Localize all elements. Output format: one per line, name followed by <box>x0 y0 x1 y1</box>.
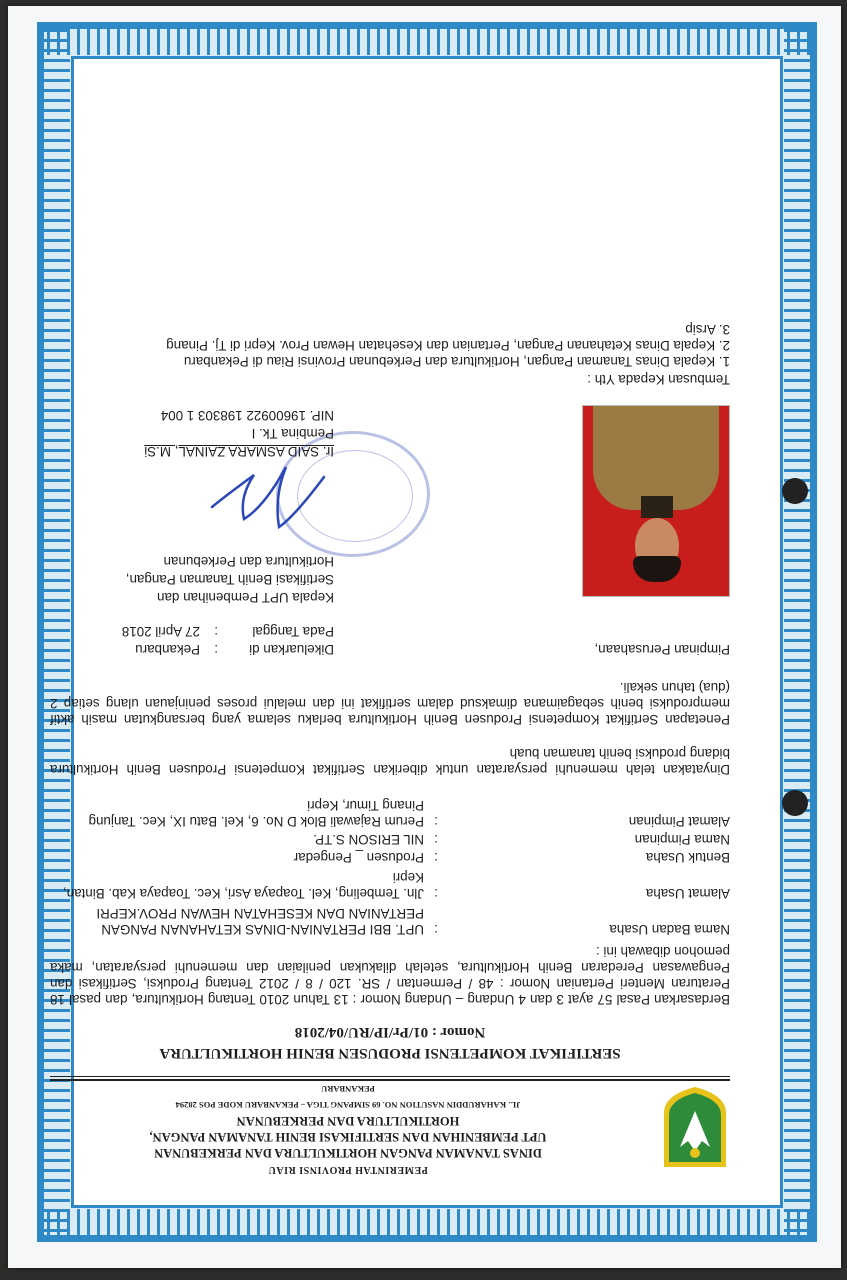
field-label: Alamat Usaha <box>645 886 730 901</box>
certificate-body <box>50 56 783 1208</box>
issue-date-value: 27 April 2018 <box>121 624 200 639</box>
issue-date-label: Pada Tanggal <box>252 624 334 639</box>
photo-body <box>593 405 719 510</box>
field-value: NIL ERISON S.TP. <box>313 832 424 847</box>
letterhead-divider-thin <box>50 1076 730 1077</box>
letterhead-line4: HORTIKULTURA DAN PERKEBUNAN <box>236 1114 460 1128</box>
field-colon: : <box>434 886 438 901</box>
signer-nip: NIP. 19600922 198303 1 004 <box>160 408 334 423</box>
company-lead-label: Pimpinan Perusahaan, <box>594 642 730 657</box>
cc-item: 2. Kepala Dinas Ketahanan Pangan, Pertanian dan Kesehatan Hewan Prov. Kepri di Tj. Pinang <box>166 338 730 353</box>
field-value: UPT. BBI PERTANIAN-DINAS KETAHANAN PANGAN PERTANIAN DAN KESEHATAN HEWAN PROV.KEPRI <box>96 906 424 937</box>
rotated-content <box>8 6 841 1268</box>
signature-icon <box>204 457 334 537</box>
certificate-number: Nomor : 01/Pr/IP/RU/04/2018 <box>294 1024 486 1040</box>
letterhead <box>48 1081 648 1177</box>
riau-emblem-icon <box>660 1085 730 1171</box>
letterhead-address: JL. KAHARUDDIN NASUTION NO. 69 SIMPANG TIGA – PEKANBARU KODE POS 28294 <box>175 1100 521 1110</box>
field-colon: : <box>434 814 438 829</box>
intro-paragraph: Berdasarkan Pasal 57 ayat 3 dan 4 Undang – Undang Nomor : 13 Tahun 2010 Tentang Hortikultura, dan pasal 18 Peraturan Menteri Pertanian Nomor : 48 / Permentan / SR. 120 / 8 / 2012 Tentang Produksi, Sertifikasi dan Pengawasan Peredaran Benih Hortikultura, setelah dilakukan penilaian dan memenuhi persyaratan, maka pemohon dibawah ini : <box>50 944 730 1007</box>
cc-item: 3. Arsip <box>685 322 730 337</box>
signer-rank: Pembina Tk. I <box>251 426 334 441</box>
issue-colon: : <box>214 624 218 639</box>
portrait-photo <box>582 405 730 597</box>
issue-place-label: Dikeluarkan di <box>249 642 334 657</box>
field-label: Nama Pimpinan <box>634 832 730 847</box>
punch-hole <box>782 790 808 816</box>
issue-place-value: Pekanbaru <box>135 642 200 657</box>
photo-hair <box>633 556 681 582</box>
signer-title2: Sertifikasi Benih Tanaman Pangan, <box>125 572 334 587</box>
field-value: Perum Rajawali Blok D No. 6, Kel. Batu IX, Kec. Tanjung Pinang Timur, Kepri <box>88 798 424 829</box>
issue-colon: : <box>214 642 218 657</box>
signer-title1: Kepala UPT Pembenihan dan <box>157 590 334 605</box>
field-colon: : <box>434 850 438 865</box>
letterhead-line3: UPT PEMBENIHAN DAN SERTIFIKASI BENIH TANAMAN PANGAN, <box>149 1130 547 1144</box>
letterhead-line1: PEMERINTAH PROVINSI RIAU <box>268 1164 428 1175</box>
certificate-title: SERTIFIKAT KOMPETENSI PRODUSEN BENIH HORTIKULTURA <box>159 1045 621 1061</box>
certificate-sheet <box>8 6 841 1268</box>
letterhead-line2: DINAS TANAMAN PANGAN HORTIKULTURA DAN PERKEBUNAN <box>154 1146 542 1160</box>
signer-title3: Hortikultura dan Perkebunan <box>163 554 334 569</box>
field-value: Produsen _ Pengedar <box>293 850 424 865</box>
declaration-paragraph: Dinyatakan telah memenuhi persyaratan untuk diberikan Sertifikat Kompetensi Produsen Benih Hortikultura bidang produksi benih tanaman buah <box>50 746 730 777</box>
punch-hole <box>782 478 808 504</box>
letterhead-city: PEKANBARU <box>321 1084 375 1094</box>
cc-item: 1. Kepala Dinas Tanaman Pangan, Hortikultura dan Perkebunan Provinsi Riau di Pekanbaru <box>183 354 730 369</box>
field-label: Bentuk Usaha <box>645 850 730 865</box>
letterhead-divider <box>50 1079 730 1081</box>
validity-paragraph: Penetapan Sertifikat Kompetensi Produsen Benih Hortikultura berlaku selama yang bersangkutan masih aktif memproduksi benih sebagaimana dimaksud dalam sertifikat ini dan melalui proses peninjauan ulang setiap 2 (dua) tahun sekali. <box>50 680 730 727</box>
field-label: Nama Badan Usaha <box>609 922 730 937</box>
field-colon: : <box>434 832 438 847</box>
signer-name: Ir. SAID ASMARA ZAINAL, M.Si <box>144 444 334 459</box>
field-label: Alamat Pimpinan <box>628 814 730 829</box>
field-colon: : <box>434 922 438 937</box>
photo-collar <box>641 496 673 518</box>
cc-heading: Tembusan Kepada Yth : <box>587 372 730 387</box>
field-value: Jln. Tembeling, Kel. Toapaya Asri, Kec. Toapaya Kab. Bintan, Kepri <box>62 870 424 901</box>
